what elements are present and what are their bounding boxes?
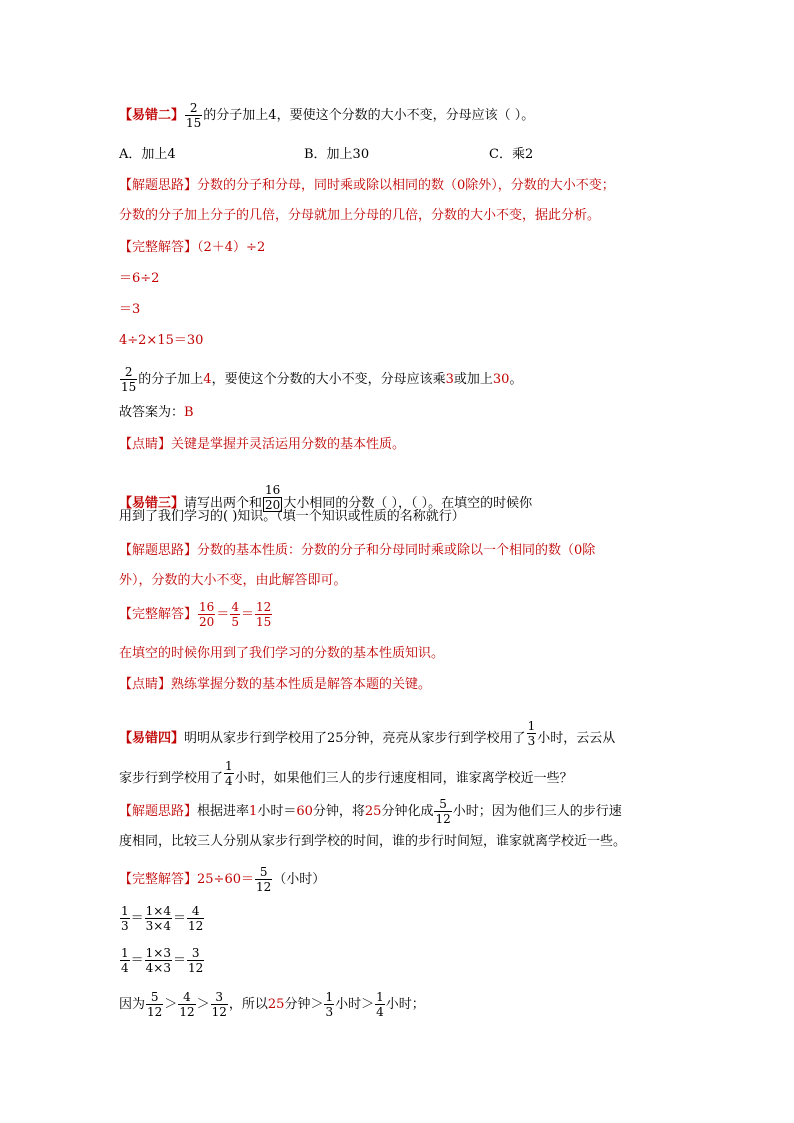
q4-idea1e: 分钟，将 (312, 804, 365, 819)
q4-r2-eq2: ＝ (172, 953, 186, 968)
q2-sol5b: 4 (203, 372, 212, 387)
q2-idea-line2: 分数的分子加上分子的几倍，分母就加上分母的几倍，分数的大小不变，据此分析。 (119, 208, 601, 223)
q3-sol-tag: 【完整解答】 (119, 607, 198, 622)
q2-tip-line (119, 437, 405, 453)
q4-r1-frac3: $\frac{4}{12}$ (188, 904, 204, 933)
q4-r2-eq1: ＝ (130, 953, 144, 968)
q4-solution-line4 (119, 991, 425, 1018)
q2-sol5f: 30 (492, 372, 510, 387)
q2-idea-line1 (119, 178, 615, 194)
q2-solution-line1 (119, 240, 265, 256)
q4-idea1c: 小时＝ (257, 804, 297, 819)
q2-idea-text1: 分数的分子和分母，同时乘或除以相同的数（0除外），分数的大小不变； (197, 178, 615, 193)
q4-r1-frac1: $\frac{1}{3}$ (121, 904, 129, 933)
q3-tag: 【易错三】 (119, 496, 185, 511)
q4-last-c: 25 (267, 997, 285, 1012)
q4-idea-line1 (119, 798, 622, 825)
q3-sol-frac1: $\frac{16}{20}$ (199, 600, 215, 629)
q4-last-frac2: $\frac{4}{12}$ (179, 990, 195, 1019)
q2-answer-label: 故答案为： (119, 405, 185, 420)
q4-fraction-a: $\frac{1}{3}$ (527, 719, 536, 748)
q2-tip-text: 关键是掌握并灵活运用分数的基本性质。 (171, 437, 406, 452)
q4-solution-line2 (119, 905, 205, 932)
q4-last-a: 因为 (119, 997, 146, 1012)
q4-idea-line2: 度相同，比较三人分别从家步行到学校的时间，谁的步行时间短，谁家就离学校近一些。 (119, 834, 627, 849)
q4-r1-frac2: $\frac{1\times 4}{3\times 4}$ (145, 904, 171, 933)
q3-sol-frac2: $\frac{4}{5}$ (231, 600, 239, 629)
q2-answer-line (119, 405, 194, 421)
q4-last-d: 分钟＞ (284, 997, 324, 1012)
q2-sol-text1: （2＋4）÷2 (197, 240, 266, 255)
q4-sol-tag: 【完整解答】 (119, 872, 198, 887)
q4-idea1g: 分钟化成 (381, 804, 434, 819)
q4-sol1b: （小时） (273, 872, 326, 887)
q2-sol5c: ，要使这个分数的大小不变，分母应该乘 (211, 372, 446, 387)
q4-solution-line3 (119, 947, 205, 974)
q2-solution-line3: ＝3 (119, 302, 141, 317)
q2-stem-text: 的分子加上4，要使这个分数的大小不变，分母应该（ ）。 (203, 108, 535, 123)
q3-idea-tag: 【解题思路】 (119, 543, 198, 558)
q4-solution-line1 (119, 866, 325, 893)
q3-stem-a: 请写出两个和 (184, 496, 263, 511)
q4-r2-frac1: $\frac{1}{4}$ (121, 946, 129, 975)
q2-stem (119, 102, 534, 129)
q2-sol-tag: 【完整解答】 (119, 240, 198, 255)
q3-fraction: $\frac{16}{20}$ (265, 483, 281, 512)
q2-solution-line4: 4÷2×15＝30 (119, 333, 204, 348)
q4-idea1f: 25 (364, 804, 382, 819)
q3-solution-line1 (119, 601, 273, 628)
q4-idea1d: 60 (296, 804, 313, 819)
q4-fraction-c: $\frac{5}{12}$ (435, 797, 451, 826)
q3-stem-line1 (119, 484, 532, 512)
q4-last-frac4: $\frac{1}{3}$ (325, 990, 334, 1019)
q4-idea-tag: 【解题思路】 (119, 804, 198, 819)
q2-sol5a: 的分子加上 (138, 372, 204, 387)
q4-last-frac1: $\frac{5}{12}$ (147, 990, 163, 1019)
q3-tip-line (119, 677, 431, 693)
q4-idea1a: 根据进率 (197, 804, 250, 819)
q2-idea-tag: 【解题思路】 (119, 178, 198, 193)
q4-stem-b: 小时，云云从 (537, 731, 616, 746)
q4-sol-frac: $\frac{5}{12}$ (256, 865, 272, 894)
q4-stem-line2 (119, 760, 573, 787)
q4-last-frac3: $\frac{3}{12}$ (211, 990, 227, 1019)
q2-fraction: $\frac{2}{15}$ (186, 101, 202, 130)
q3-sol-frac3: $\frac{12}{15}$ (255, 600, 272, 629)
q3-idea-line1 (119, 543, 595, 559)
q4-gt2: ＞ (196, 997, 210, 1012)
q4-idea1h: 小时；因为他们三人的步行速 (452, 804, 622, 819)
q4-r2-frac3: $\frac{3}{12}$ (188, 946, 204, 975)
q2-option-c[interactable]: C．乘2 (489, 147, 534, 162)
q4-last-b: ，所以 (228, 997, 268, 1012)
q2-option-b[interactable]: B．加上30 (304, 147, 370, 162)
q3-eq2: ＝ (240, 607, 254, 622)
q4-stem-a: 明明从家步行到学校用了25分钟，亮亮从家步行到学校用了 (184, 731, 526, 746)
q2-sol5g: 。 (509, 372, 523, 387)
q3-tip-text: 熟练掌握分数的基本性质是解答本题的关键。 (171, 677, 432, 692)
q4-r1-eq2: ＝ (172, 911, 186, 926)
q3-idea-text1: 分数的基本性质：分数的分子和分母同时乘或除以一个相同的数（0除 (197, 543, 596, 558)
q4-last-e: 小时＞ (335, 997, 375, 1012)
q4-last-frac5: $\frac{1}{4}$ (376, 990, 384, 1019)
q3-solution-line2: 在填空的时候你用到了我们学习的分数的基本性质知识。 (119, 646, 445, 661)
q3-stem-b: 大小相同的分数（ ），（ ）。在填空的时候你 (283, 496, 533, 511)
q2-solution-line2: ＝6÷2 (119, 271, 160, 286)
q3-eq1: ＝ (216, 607, 230, 622)
q2-sol5e: 或加上 (453, 372, 493, 387)
q4-sol1: 25÷60＝ (197, 872, 254, 887)
q2-answer: B (184, 405, 194, 420)
q4-stem-d: 小时，如果他们三人的步行速度相同，谁家离学校近一些？ (234, 771, 573, 786)
q4-r2-frac2: $\frac{1\times 3}{4\times 3}$ (145, 946, 171, 975)
q4-tag: 【易错四】 (119, 731, 185, 746)
q4-last-f: 小时； (385, 997, 425, 1012)
q2-tag: 【易错二】 (119, 108, 185, 123)
q4-fraction-b: $\frac{1}{4}$ (225, 759, 233, 788)
q2-sol-fraction: $\frac{2}{15}$ (121, 365, 137, 394)
q2-option-a[interactable]: A．加上4 (119, 147, 176, 162)
q2-sol5d: 3 (445, 372, 454, 387)
q4-idea1b: 1 (249, 804, 258, 819)
q3-tip-tag: 【点睛】 (119, 677, 172, 692)
q3-stem-line2: 用到了我们学习的( )知识。（填一个知识或性质的名称就行） (119, 509, 465, 524)
q2-tip-tag: 【点睛】 (119, 437, 172, 452)
q2-solution-line5 (119, 366, 522, 393)
q4-r1-eq1: ＝ (130, 911, 144, 926)
q3-idea-line2: 外），分数的大小不变，由此解答即可。 (119, 573, 347, 588)
q4-gt1: ＞ (164, 997, 178, 1012)
q4-stem-c: 家步行到学校用了 (119, 771, 224, 786)
q4-stem-line1 (119, 720, 615, 747)
